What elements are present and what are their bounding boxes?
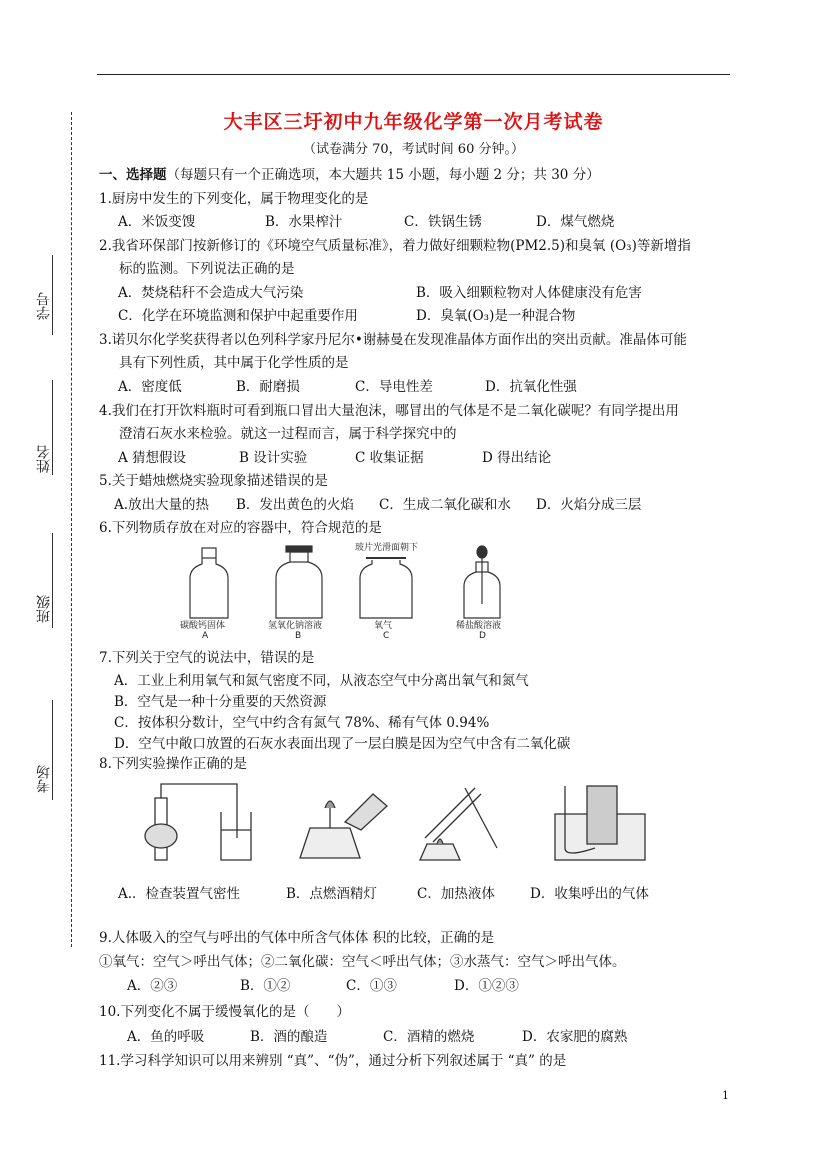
bottle-c-icon xyxy=(360,558,412,618)
option: D．抗氧化性强 xyxy=(485,379,577,395)
bottle-d-label: 稀盐酸溶液 xyxy=(456,621,502,631)
lighting-alcohol-lamp-icon xyxy=(300,794,387,858)
lab-operations-figure xyxy=(125,778,655,868)
option: C．生成二氧化碳和水 xyxy=(379,497,511,513)
option: C．铁锅生锈 xyxy=(404,214,482,230)
question-stem: 9.人体吸入的空气与呼出的气体中所含气体体 积的比较，正确的是 xyxy=(99,930,495,946)
header-rule xyxy=(97,74,730,75)
option: D．农家肥的腐熟 xyxy=(522,1029,628,1045)
option: B 设计实验 xyxy=(239,450,308,466)
option: D．火焰分成三层 xyxy=(536,497,642,513)
option: B．点燃酒精灯 xyxy=(286,886,377,902)
airtight-check-icon xyxy=(145,784,251,860)
question-stem: 5.关于蜡烛燃烧实验现象描述错误的是 xyxy=(99,473,328,489)
question-stem: 10.下列变化不属于缓慢氧化的是（ ） xyxy=(99,1004,350,1020)
option: B．①② xyxy=(240,978,291,994)
question-stem: 澄清石灰水来检验。就这一过程而言，属于科学探究中的 xyxy=(119,426,457,442)
option: B．酒的酿造 xyxy=(250,1029,328,1045)
question-stem: 1.厨房中发生的下列变化，属于物理变化的是 xyxy=(99,191,369,207)
bottle-a-icon xyxy=(190,548,228,618)
page-number: 1 xyxy=(722,1089,729,1102)
option: A.．检查装置气密性 xyxy=(118,886,241,902)
section-heading xyxy=(99,163,600,183)
question-stem: 8.下列实验操作正确的是 xyxy=(99,756,247,772)
option: D．臭氧(O₃)是一种混合物 xyxy=(416,308,576,324)
bottle-c-label: 氧气 xyxy=(374,621,393,631)
collecting-gas-icon xyxy=(555,786,645,860)
container-figure xyxy=(180,538,530,638)
page-title: 大丰区三圩初中九年级化学第一次月考试卷 xyxy=(223,111,604,133)
option: D．空气中敞口放置的石灰水表面出现了一层白膜是因为空气中含有二氧化碳 xyxy=(114,736,571,752)
option: A．②③ xyxy=(127,978,178,994)
section-note: （每题只有一个正确选项，本大题共 15 小题，每小题 2 分；共 30 分） xyxy=(166,167,600,183)
question-stem: 7.下列关于空气的说法中，错误的是 xyxy=(99,650,315,666)
bottle-a-letter: A xyxy=(202,631,209,638)
option: B．吸入细颗粒物对人体健康没有危害 xyxy=(416,285,642,301)
option: A．工业上利用氧气和氮气密度不同，从液态空气中分离出氧气和氮气 xyxy=(114,673,529,689)
section-title: 一、选择题 xyxy=(99,167,167,183)
option: D．①②③ xyxy=(454,978,519,994)
bottle-a-label: 碳酸钙固体 xyxy=(180,621,226,631)
option: C．酒精的燃烧 xyxy=(383,1029,475,1045)
dropper-bottle-d-icon xyxy=(464,546,500,618)
option: C．导电性差 xyxy=(355,379,433,395)
question-stem: 3.诺贝尔化学奖获得者以色列科学家丹尼尔•谢赫曼在发现准晶体方面作出的突出贡献。准晶体可能 xyxy=(99,332,687,348)
option: A．密度低 xyxy=(118,379,182,395)
option: C．加热液体 xyxy=(417,886,495,902)
bottle-d-letter: D xyxy=(479,631,486,638)
question-stem: 4.我们在打开饮料瓶时可看到瓶口冒出大量泡沫，哪冒出的气体是不是二氧化碳呢？有同学提出用 xyxy=(99,403,679,419)
binding-line xyxy=(71,112,72,947)
question-stem: 6.下列物质存放在对应的容器中，符合规范的是 xyxy=(99,520,382,536)
side-label-name: 姓名 xyxy=(36,445,52,473)
option: D 得出结论 xyxy=(482,450,552,466)
option: C．化学在环境监测和保护中起重要作用 xyxy=(118,308,358,324)
side-label-class: 班级 xyxy=(36,595,52,623)
question-stem: ①氧气：空气＞呼出气体；②二氧化碳：空气＜呼出气体；③水蒸气：空气＞呼出气体。 xyxy=(99,954,626,970)
page-subtitle: （试卷满分 70，考试时间 60 分钟。） xyxy=(303,142,524,157)
bottle-b-icon xyxy=(276,546,322,618)
option: B．水果榨汁 xyxy=(265,214,343,230)
option: B．发出黄色的火焰 xyxy=(236,497,354,513)
option: C．①③ xyxy=(346,978,397,994)
question-stem: 标的监测。下列说法正确的是 xyxy=(119,261,295,277)
option: A．米饭变馊 xyxy=(118,214,196,230)
side-label-student-id: 学号 xyxy=(36,292,52,320)
option: B．耐磨损 xyxy=(236,379,300,395)
option: A 猜想假设 xyxy=(118,450,187,466)
option: D．煤气燃烧 xyxy=(536,214,615,230)
question-stem: 具有下列性质，其中属于化学性质的是 xyxy=(119,355,349,371)
option: C 收集证据 xyxy=(355,450,424,466)
heating-liquid-icon xyxy=(420,788,497,860)
option: A．鱼的呼吸 xyxy=(127,1029,205,1045)
bottle-b-label: 氢氧化钠溶液 xyxy=(268,621,323,631)
question-stem: 11.学习科学知识可以用来辨别 “真”、“伪”，通过分析下列叙述属于 “真” 的是 xyxy=(99,1053,567,1069)
option: A.放出大量的热 xyxy=(114,497,210,513)
question-stem: 2.我省环保部门按新修订的《环境空气质量标准》，着力做好细颗粒物(PM2.5)和臭氧 (O₃)等新增指 xyxy=(99,238,691,254)
figure-caption-top: 玻片光滑面朝下 xyxy=(355,543,419,553)
option: B．空气是一种十分重要的天然资源 xyxy=(114,694,327,710)
bottle-c-letter: C xyxy=(383,631,390,638)
bottle-b-letter: B xyxy=(295,631,302,638)
option: A．焚烧秸秆不会造成大气污染 xyxy=(118,285,304,301)
option: D．收集呼出的气体 xyxy=(530,886,649,902)
option: C．按体积分数计，空气中约含有氮气 78%、稀有气体 0.94% xyxy=(114,715,490,731)
side-label-exam-room: 考场 xyxy=(36,765,52,793)
